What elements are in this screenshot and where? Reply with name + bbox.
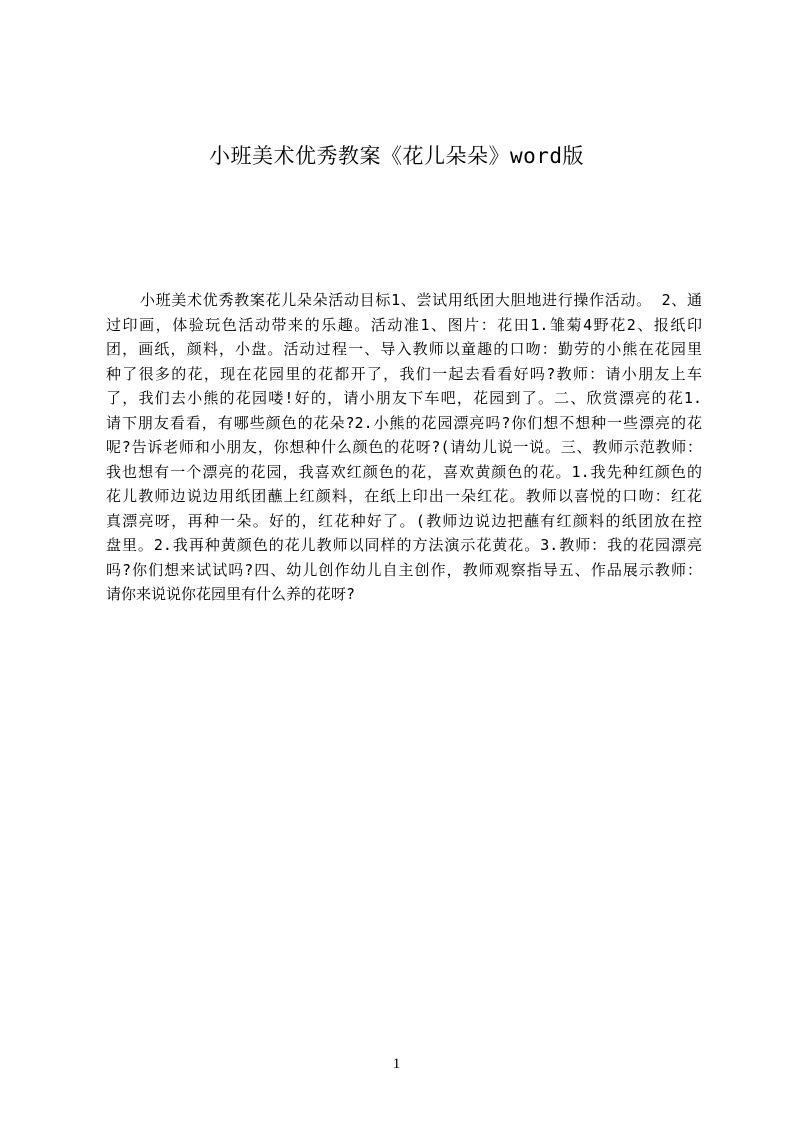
paragraph-line: 小班美术优秀教案花儿朵朵活动目标1、尝试用纸团大胆地进行操作活动。 2、通 <box>140 291 702 309</box>
page-number: 1 <box>392 1056 401 1072</box>
document-title: 小班美术优秀教案《花儿朵朵》word版 <box>208 144 585 168</box>
paragraph-line: 真漂亮呀，再种一朵。好的，红花种好了。(教师边说边把蘸有红颜料的纸团放在控 <box>106 511 702 530</box>
paragraph-line: 盘里。2.我再种黄颜色的花儿教师以同样的方法演示花黄花。3.教师：我的花园漂亮 <box>106 536 702 554</box>
paragraph-line: 呢?告诉老师和小朋友，你想种什么颜色的花呀?(请幼儿说一说。三、教师示范教师： <box>106 438 702 456</box>
paragraph-line: 了，我们去小熊的花园喽!好的，请小朋友下车吧，花园到了。二、欣赏漂亮的花1. <box>106 389 702 407</box>
paragraph-line: 请下朋友看看，有哪些颜色的花朵?2.小熊的花园漂亮吗?你们想不想种一些漂亮的花 <box>106 413 702 432</box>
paragraph-line: 花儿教师边说边用纸团蘸上红颜料，在纸上印出一朵红花。教师以喜悦的口吻：红花 <box>106 487 702 505</box>
paragraph-line: 吗?你们想来试试吗?四、幼儿创作幼儿自主创作，教师观察指导五、作品展示教师： <box>106 560 702 579</box>
paragraph-line: 团，画纸，颜料，小盘。活动过程一、导入教师以童趣的口吻：勤劳的小熊在花园里 <box>106 340 702 358</box>
paragraph-line: 我也想有一个漂亮的花园，我喜欢红颜色的花，喜欢黄颜色的花。1.我先种红颜色的 <box>106 462 702 481</box>
paragraph-line: 种了很多的花，现在花园里的花都开了，我们一起去看看好吗?教师：请小朋友上车 <box>106 364 702 383</box>
paragraph-line: 请你来说说你花园里有什么养的花呀? <box>106 585 356 603</box>
body-paragraph <box>106 288 702 607</box>
paragraph-line: 过印画，体验玩色活动带来的乐趣。活动准1、图片：花田1.雏菊4野花2、报纸印 <box>106 315 702 334</box>
